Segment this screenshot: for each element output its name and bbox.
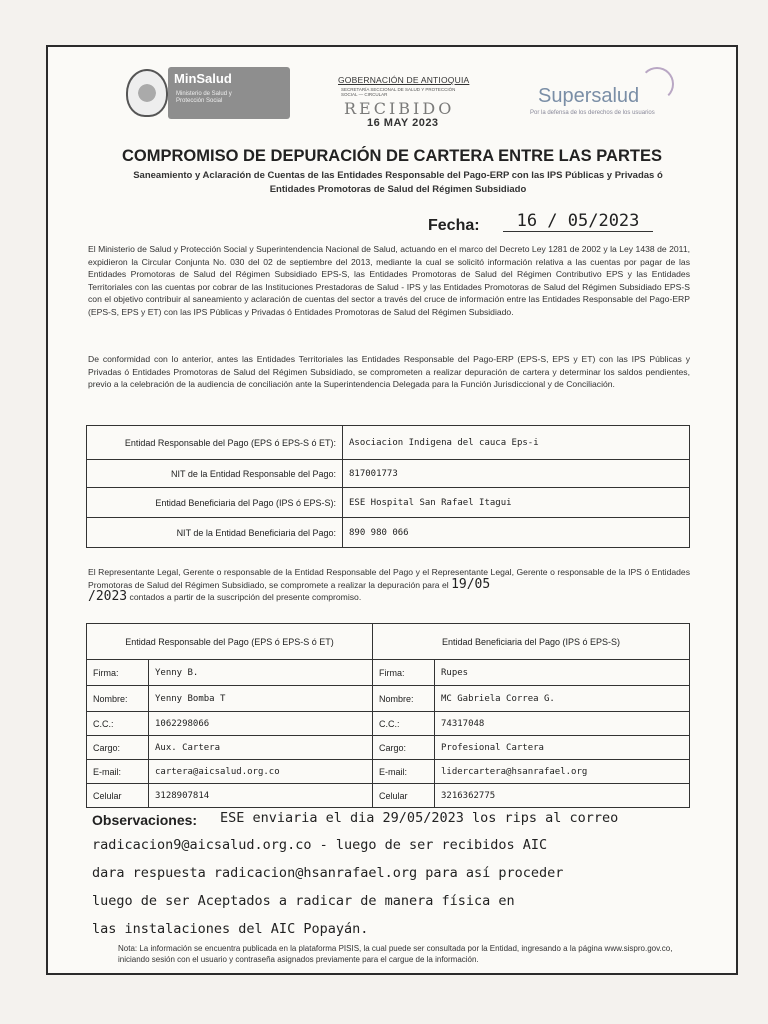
cc-left-value: 1062298066 bbox=[149, 712, 373, 736]
received-stamp-date: 16 MAY 2023 bbox=[367, 117, 439, 129]
observaciones-line-1: ESE enviaria el dia 29/05/2023 los rips al correo bbox=[220, 810, 619, 826]
minsalud-logo-subtext: Ministerio de Salud y Protección Social bbox=[176, 91, 232, 104]
signatures-col-left-header: Entidad Responsable del Pago (EPS ó EPS-S ó ET) bbox=[87, 624, 373, 660]
gobernacion-stamp-subtitle: SECRETARÍA SECCIONAL DE SALUD Y PROTECCIÓN SOCIAL — CIRCULAR bbox=[341, 87, 456, 97]
email-right-value: lidercartera@hsanrafael.org bbox=[435, 760, 690, 784]
representative-text: El Representante Legal, Gerente o responsable de la Entidad Responsable del Pago y el Representante Legal, Gerente o responsable de la IPS ó Entidades Promotoras de Salud del Régimen Subsidiado, se compromete a realizar la depuración para el bbox=[88, 567, 690, 590]
nit-responsible-label: NIT de la Entidad Responsable del Pago: bbox=[87, 460, 343, 488]
signatures-col-right-header: Entidad Beneficiaria del Pago (IPS ó EPS-S) bbox=[373, 624, 690, 660]
depuration-date-day-month: 19/05 bbox=[451, 576, 491, 592]
nit-responsible-value: 817001773 bbox=[343, 460, 690, 488]
document-header bbox=[48, 47, 736, 137]
firma-left-label: Firma: bbox=[87, 660, 149, 686]
nombre-right-label: Nombre: bbox=[373, 686, 435, 712]
cc-right-value: 74317048 bbox=[435, 712, 690, 736]
entities-table bbox=[86, 425, 690, 548]
celular-left-label: Celular bbox=[87, 784, 149, 808]
document-subtitle: Saneamiento y Aclaración de Cuentas de las Entidades Responsable del Pago-ERP con las IPS Públicas y Privadas ó Entidades Promotoras de Salud del Régimen Subsidiado bbox=[133, 170, 663, 195]
firma-left-value: Yenny B. bbox=[149, 660, 373, 686]
commitment-paragraph: De conformidad con lo anterior, antes las Entidades Territoriales las Entidades Responsable del Pago-ERP (EPS-S, EPS y ET) con las IPS Públicas y Privadas ó Entidades Promotoras de Salud del Régimen Subsidiado, se comprometen a realizar depuración de cartera y determinar los saldos pendientes, previo a la celebración de la audiencia de conciliación ante la Superintendencia Delegada para la Función Jurisdiccional y de Conciliación. bbox=[88, 354, 690, 390]
table-row bbox=[87, 460, 690, 488]
firma-right-label: Firma: bbox=[373, 660, 435, 686]
supersalud-logo: Supersalud bbox=[538, 85, 640, 107]
fecha-label: Fecha: bbox=[428, 217, 480, 234]
nit-beneficiary-label: NIT de la Entidad Beneficiaria del Pago: bbox=[87, 518, 343, 548]
table-row bbox=[87, 488, 690, 518]
supersalud-swirl-icon bbox=[640, 67, 674, 101]
celular-right-value: 3216362775 bbox=[435, 784, 690, 808]
minsalud-logo-text: MinSalud bbox=[174, 71, 232, 86]
table-row bbox=[87, 784, 690, 808]
representative-tail-text: contados a partir de la suscripción del presente compromiso. bbox=[129, 592, 362, 603]
table-row bbox=[87, 426, 690, 460]
cc-left-label: C.C.: bbox=[87, 712, 149, 736]
intro-paragraph: El Ministerio de Salud y Protección Social y Superintendencia Nacional de Salud, actuando en el marco del Decreto Ley 1281 de 2002 y la Ley 1438 de 2011, expidieron la Circular Conjunta No. 030 del 02 de septiembre del 2013, mediante la cual se solicitó información relativa a las cuentas por pagar de las Entidades Promotoras de Salud del Régimen Subsidiado EPS-S, las Entidades Promotoras de Salud del Régimen Contributivo EPS y las Entidades Territoriales con las cuentas por cobrar de las Instituciones Prestadoras de Salud - IPS y las Entidades Promotoras de Salud del Régimen Subsidiado EPS-S con el objetivo contribuir al saneamiento y aclaración de cuentas del sector a través del cruce de información entre las Entidades Responsable del Pago-ERP (EPS-S, EPS y ET) con las IPS Públicas y Privadas ó Entidades Promotoras de Salud del Régimen Subsidiado. bbox=[88, 244, 690, 317]
observaciones-label: Observaciones: bbox=[92, 812, 198, 828]
nombre-right-value: MC Gabriela Correa G. bbox=[435, 686, 690, 712]
table-row bbox=[87, 518, 690, 548]
nombre-left-value: Yenny Bomba T bbox=[149, 686, 373, 712]
cargo-left-label: Cargo: bbox=[87, 736, 149, 760]
table-row bbox=[87, 736, 690, 760]
table-row bbox=[87, 712, 690, 736]
celular-right-label: Celular bbox=[373, 784, 435, 808]
gobernacion-stamp-title: GOBERNACIÓN DE ANTIOQUIA bbox=[338, 75, 470, 85]
colombia-coat-of-arms-icon bbox=[126, 69, 168, 117]
cargo-right-value: Profesional Cartera bbox=[435, 736, 690, 760]
observaciones-line-2: radicacion9@aicsalud.org.co - luego de ser recibidos AIC bbox=[92, 837, 548, 853]
entity-beneficiary-value: ESE Hospital San Rafael Itagui bbox=[343, 488, 690, 518]
document-title: COMPROMISO DE DEPURACIÓN DE CARTERA ENTRE LAS PARTES bbox=[122, 147, 662, 165]
entity-beneficiary-label: Entidad Beneficiaria del Pago (IPS ó EPS-S): bbox=[87, 488, 343, 518]
supersalud-tagline: Por la defensa de los derechos de los usuarios bbox=[530, 110, 655, 116]
table-row bbox=[87, 624, 690, 660]
email-left-value: cartera@aicsalud.org.co bbox=[149, 760, 373, 784]
table-row bbox=[87, 660, 690, 686]
table-row bbox=[87, 760, 690, 784]
nota-footer: Nota: La información se encuentra publicada en la plataforma PISIS, la cual puede ser consultada por la Entidad, ingresando a la página www.sispro.gov.co, iniciando sesión con el usuario y contraseña asignados previamente para el cargue de la información. bbox=[118, 944, 673, 964]
email-right-label: E-mail: bbox=[373, 760, 435, 784]
observaciones-line-4: luego de ser Aceptados a radicar de manera física en bbox=[92, 893, 515, 909]
fecha-value: 16 / 05/2023 bbox=[503, 211, 653, 232]
firma-right-value: Rupes bbox=[435, 660, 690, 686]
entity-responsible-label: Entidad Responsable del Pago (EPS ó EPS-S ó ET): bbox=[87, 426, 343, 460]
celular-left-value: 3128907814 bbox=[149, 784, 373, 808]
document-page bbox=[46, 45, 738, 975]
depuration-date-year: /2023 bbox=[88, 589, 128, 605]
entity-responsible-value: Asociacion Indigena del cauca Eps-i bbox=[343, 426, 690, 460]
received-stamp: RECIBIDO bbox=[344, 99, 455, 118]
table-row bbox=[87, 686, 690, 712]
email-left-label: E-mail: bbox=[87, 760, 149, 784]
nit-beneficiary-value: 890 980 066 bbox=[343, 518, 690, 548]
cargo-right-label: Cargo: bbox=[373, 736, 435, 760]
nombre-left-label: Nombre: bbox=[87, 686, 149, 712]
cargo-left-value: Aux. Cartera bbox=[149, 736, 373, 760]
signatures-table bbox=[86, 623, 690, 808]
observaciones-line-5: las instalaciones del AIC Popayán. bbox=[92, 921, 369, 937]
observaciones-line-3: dara respuesta radicacion@hsanrafael.org para así proceder bbox=[92, 865, 564, 881]
representative-paragraph bbox=[88, 566, 690, 604]
cc-right-label: C.C.: bbox=[373, 712, 435, 736]
